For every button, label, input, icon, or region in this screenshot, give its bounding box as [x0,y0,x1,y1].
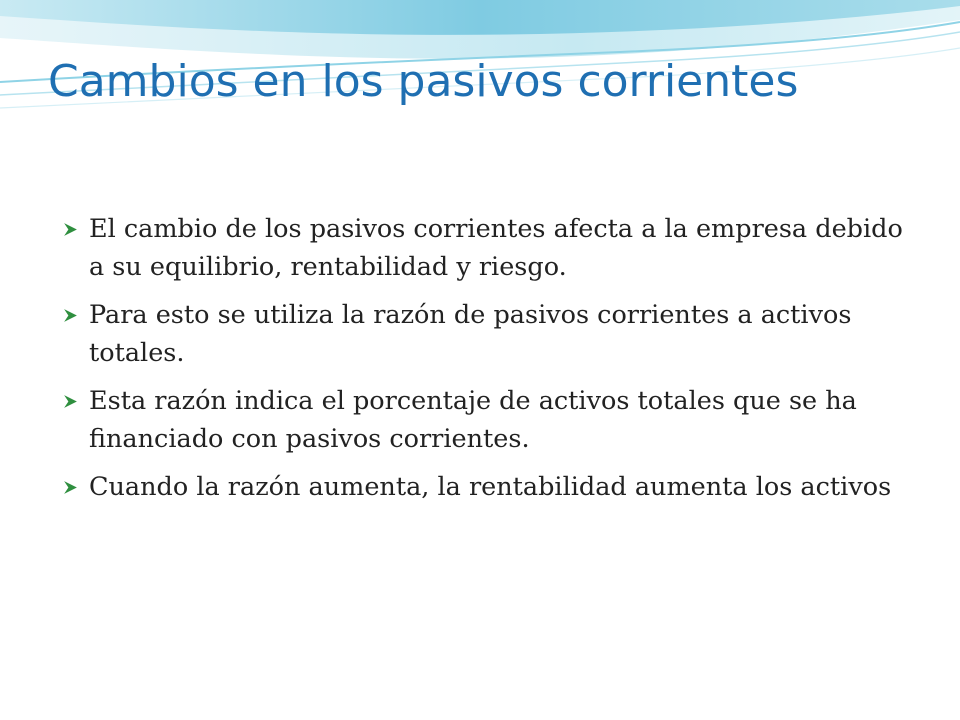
bullet-text: Para esto se utiliza la razón de pasivos corrientes a activos totales. [89,300,852,368]
bullet-item [62,468,912,506]
slide-title: Cambios en los pasivos corrientes [48,56,799,107]
bullet-text: El cambio de los pasivos corrientes afecta a la empresa debido a su equilibrio, rentabilidad y riesgo. [89,214,903,282]
bullet-item [62,382,912,458]
bullet-item [62,210,912,286]
bullet-item [62,296,912,372]
arrow-bullet-icon [62,307,79,324]
bullet-text: Esta razón indica el porcentaje de activos totales que se ha financiado con pasivos corrientes. [89,386,857,454]
bullet-list [62,210,912,516]
arrow-bullet-icon [62,221,79,238]
arrow-bullet-icon [62,393,79,410]
bullet-text: Cuando la razón aumenta, la rentabilidad aumenta los activos [89,472,892,502]
arrow-bullet-icon [62,479,79,496]
